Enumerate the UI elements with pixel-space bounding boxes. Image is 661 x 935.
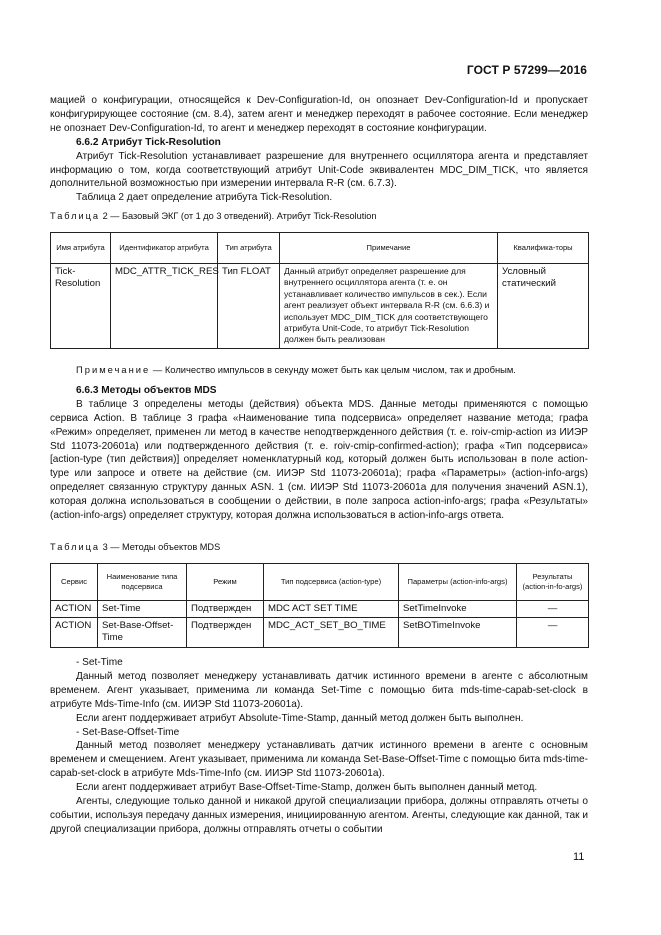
table-cell: — — [517, 600, 589, 617]
table-cell: SetBOTimeInvoke — [399, 618, 517, 647]
column-header: Результаты (action-in-fo-args) — [517, 563, 589, 600]
section-heading-663: 6.6.3 Методы объектов MDS — [76, 384, 217, 396]
table-cell: MDC_ACT_SET_BO_TIME — [264, 618, 399, 647]
table-cell: Set-Base-Offset-Time — [98, 618, 187, 647]
paragraph: Данный метод позволяет менеджеру устанавливать датчик истинного времени в агенте с абсолютным временем. Агент указывает, применима ли команда Set-Time с помощью бита mds-time-capab-set-clock в атрибуте Mds-Time-Info (см. ИИЭР Std 11073-20601a). — [50, 670, 588, 710]
table-cell: Данный атрибут определяет разрешение для внутреннего осциллятора агента (т. е. он устанавливает количество импульсов в сек.). Если агент реализует объект интервала R-R (см. 6.6.3) и использует MDC_DIM_TICK для соответствующего атрибута Unit-Code, то атрибут Tick-Resolution должен быть реализован — [280, 263, 498, 348]
table-cell: Подтвержден — [187, 600, 264, 617]
table-row — [51, 600, 589, 617]
table-row — [51, 618, 589, 647]
note-and-section-663 — [50, 363, 588, 523]
table-cell: Подтвержден — [187, 618, 264, 647]
list-item: - Set-Base-Offset-Time — [76, 726, 180, 738]
table2 — [50, 232, 589, 349]
column-header: Тип атрибута — [218, 232, 280, 263]
document-header: ГОСТ Р 57299—2016 — [466, 63, 587, 77]
list-item: - Set-Time — [76, 657, 123, 668]
lower-block — [50, 656, 588, 837]
paragraph: Данный метод позволяет менеджеру устанавливать датчик истинного времени в агенте с основным временем и смещением. Агент указывает, применима ли команда Set-Base-Offset-Time с помощью бита mds-time-capab-set-clock в атрибуте Mds-Time-Info (см. ИИЭР Std 11073-20601a). — [50, 740, 588, 780]
table-note: Примечание — Количество импульсов в секунду может быть как целым числом, так и дробным. — [76, 364, 516, 375]
table-header-row — [51, 232, 589, 263]
table-cell: Tick-Resolution — [51, 263, 111, 348]
table-header-row — [51, 563, 589, 600]
table-cell: ACTION — [51, 618, 98, 647]
table-cell: Set-Time — [98, 600, 187, 617]
table-cell: MDC ACT SET TIME — [264, 600, 399, 617]
table2-block — [50, 210, 588, 349]
column-header: Сервис — [51, 563, 98, 600]
paragraph: Агенты, следующие только данной и никакой другой специализации прибора, должны отправлять отчеты о событии, используя передачу данных измерения, инициированную агентом. Агенты, следующие как данной, так и другой специализации прибора, должны отправлять отчеты о событии — [50, 796, 588, 835]
table-cell: SetTimeInvoke — [399, 600, 517, 617]
column-header: Квалифика-торы — [498, 232, 589, 263]
table-cell: — — [517, 618, 589, 647]
column-header: Наименование типа подсервиса — [98, 563, 187, 600]
paragraph: В таблице 3 определены методы (действия) объекта MDS. Данные методы применяются с помощью сервиса Action. В таблице 3 графа «Наименование типа подсервиса» определяет название метода; графа «Режим» определяет, применен ли метод в качестве неподтвержденного действия (т. е. roiv-cmip-action из ИИЭР Std 11073-20601a) или подтвержденного действия (т. е. roiv-cmip-confirmed-action); графа «Тип подсервиса» [action-type (тип действия)] определяет номенклатурный код, который должен быть использован в поле action-type или запросе и ответе на действие (см. ИИЭР Std 11073-20601a); графа «Параметры» (action-info-args) определяет связанную структуру данных ASN. 1 (см. ИИЭР Std 11073-20601a для получения значений ASN.1), которая должна использоваться в сообщении о действии, в поле запроса action-info-args; графа «Результаты» (action-info-args) определяет структуру, которая должна использоваться в action-info-args ответа. — [50, 398, 588, 522]
table3-caption: Таблица 3 — Методы объектов MDS — [50, 542, 221, 552]
table-cell: Тип FLOAT — [218, 263, 280, 348]
column-header: Тип подсервиса (action-type) — [264, 563, 399, 600]
table-cell: ACTION — [51, 600, 98, 617]
table-cell: MDC_ATTR_TICK_RES — [111, 263, 218, 348]
intro-paragraph: мацией о конфигурации, относящейся к Dev-Configuration-Id, он опознает Dev-Configuration-Id и пропускает конфигурирующее состояние (см. 8.4), затем агент и менеджер переходят в рабочее состояние. Если менеджер не опознает Dev-Configuration-Id, то агент и менеджер переходят в состояние конфигурации. — [50, 95, 588, 134]
page-number: 11 — [573, 851, 585, 863]
column-header: Параметры (action-info-args) — [399, 563, 517, 600]
column-header: Идентификатор атрибута — [111, 232, 218, 263]
table3-block — [50, 541, 588, 648]
column-header: Примечание — [280, 232, 498, 263]
column-header: Имя атрибута — [51, 232, 111, 263]
table2-caption: Таблица 2 — Базовый ЭКГ (от 1 до 3 отведений). Атрибут Tick-Resolution — [50, 211, 377, 221]
paragraph: Если агент поддерживает атрибут Base-Offset-Time-Stamp, должен быть выполнен данный метод. — [76, 782, 538, 794]
paragraph: Если агент поддерживает атрибут Absolute-Time-Stamp, данный метод должен быть выполнен. — [76, 712, 524, 724]
paragraph: Таблица 2 дает определение атрибута Tick-Resolution. — [76, 192, 333, 204]
paragraph: Атрибут Tick-Resolution устанавливает разрешение для внутреннего осциллятора агента и представляет информацию о том, когда соответствующий атрибут Unit-Code эквивалентен MDC_DIM_TICK, что является дополнительной возможностью при измерении интервала R-R (см. 6.7.3). — [50, 150, 588, 190]
section-heading-662: 6.6.2 Атрибут Tick-Resolution — [76, 136, 221, 148]
table-cell: Условный статический — [498, 263, 589, 348]
upper-block — [50, 94, 588, 205]
table3 — [50, 563, 589, 648]
column-header: Режим — [187, 563, 264, 600]
table-row — [51, 263, 589, 348]
